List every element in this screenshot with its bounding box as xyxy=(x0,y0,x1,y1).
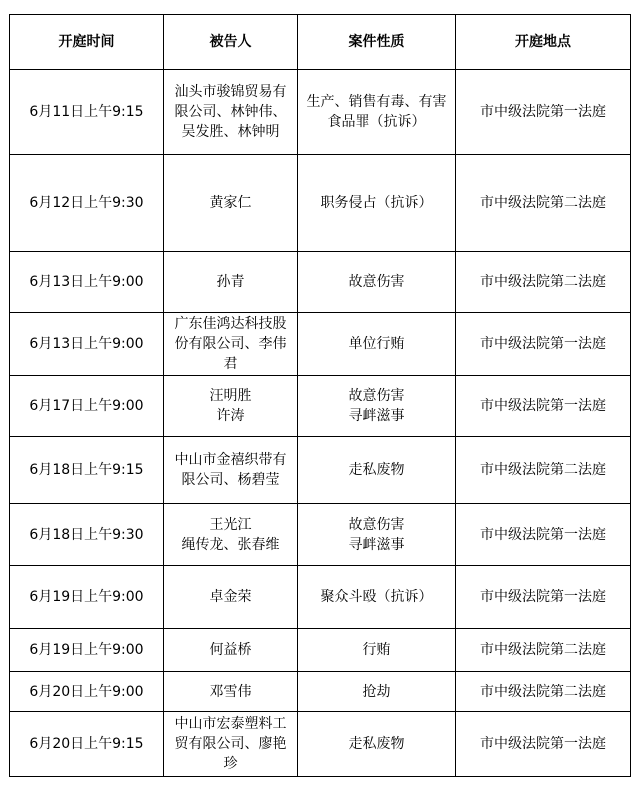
defendant-cell xyxy=(164,313,298,376)
defendant-cell xyxy=(164,712,298,777)
case-type-cell xyxy=(298,252,456,313)
time-cell-text: 6月19日上午9:00 xyxy=(29,589,144,605)
case-type-cell-text: 生产、销售有毒、有害食品罪（抗诉） xyxy=(306,94,447,130)
case-type-cell xyxy=(298,70,456,155)
court-schedule-table xyxy=(9,14,631,777)
header-case-type: 案件性质 xyxy=(298,15,456,70)
location-cell-text: 市中级法院第一法庭 xyxy=(480,104,606,120)
case-type-cell-text: 走私废物 xyxy=(348,736,405,752)
time-cell-text: 6月20日上午9:00 xyxy=(29,683,144,700)
location-cell-text: 市中级法院第一法庭 xyxy=(480,336,606,352)
time-cell xyxy=(10,437,164,504)
time-cell xyxy=(10,712,164,777)
time-cell xyxy=(10,252,164,313)
defendant-cell xyxy=(164,566,298,629)
defendant-cell xyxy=(164,629,298,672)
location-cell xyxy=(456,437,631,504)
defendant-cell xyxy=(164,504,298,566)
defendant-cell-text: 中山市宏泰塑料工贸有限公司、廖艳珍 xyxy=(174,716,287,772)
time-cell xyxy=(10,155,164,252)
case-type-cell xyxy=(298,313,456,376)
location-cell-text: 市中级法院第一法庭 xyxy=(480,589,606,605)
table-row xyxy=(10,155,631,252)
case-type-cell xyxy=(298,155,456,252)
time-cell-text: 6月17日上午9:00 xyxy=(29,398,144,414)
table-row xyxy=(10,672,631,712)
location-cell-text: 市中级法院第一法庭 xyxy=(480,736,606,752)
case-type-cell xyxy=(298,629,456,672)
defendant-cell-text: 黄家仁 xyxy=(209,195,252,211)
location-cell xyxy=(456,504,631,566)
location-cell-text: 市中级法院第二法庭 xyxy=(480,642,606,658)
defendant-cell-text: 汕头市骏锦贸易有限公司、林钟伟、吴发胜、林钟明 xyxy=(174,84,287,140)
defendant-cell-text: 汪明胜 许涛 xyxy=(209,388,252,424)
time-cell-text: 6月19日上午9:00 xyxy=(29,642,144,658)
table-row xyxy=(10,376,631,437)
table-header-row xyxy=(10,15,631,70)
location-cell-text: 市中级法院第二法庭 xyxy=(480,683,606,700)
time-cell-text: 6月18日上午9:30 xyxy=(29,526,144,543)
header-time: 开庭时间 xyxy=(10,15,164,70)
time-cell xyxy=(10,313,164,376)
table-row xyxy=(10,629,631,672)
defendant-cell xyxy=(164,70,298,155)
case-type-cell xyxy=(298,672,456,712)
table-row xyxy=(10,252,631,313)
time-cell xyxy=(10,70,164,155)
case-type-cell-text: 故意伤害 寻衅滋事 xyxy=(348,388,405,424)
case-type-cell-text: 行贿 xyxy=(362,642,391,658)
table-row xyxy=(10,70,631,155)
case-type-cell xyxy=(298,437,456,504)
location-cell xyxy=(456,672,631,712)
time-cell-text: 6月12日上午9:30 xyxy=(29,195,144,211)
location-cell-text: 市中级法院第二法庭 xyxy=(480,274,606,290)
location-cell xyxy=(456,629,631,672)
location-cell-text: 市中级法院第一法庭 xyxy=(480,398,606,414)
time-cell xyxy=(10,629,164,672)
defendant-cell-text: 卓金荣 xyxy=(209,589,252,605)
defendant-cell-text: 中山市金禧织带有限公司、杨碧莹 xyxy=(174,452,287,488)
defendant-cell-text: 孙青 xyxy=(216,274,245,290)
location-cell xyxy=(456,313,631,376)
table-row xyxy=(10,437,631,504)
time-cell xyxy=(10,376,164,437)
time-cell xyxy=(10,672,164,712)
case-type-cell-text: 单位行贿 xyxy=(348,336,405,352)
location-cell xyxy=(456,70,631,155)
time-cell-text: 6月13日上午9:00 xyxy=(29,274,144,290)
header-defendant: 被告人 xyxy=(164,15,298,70)
case-type-cell-text: 聚众斗殴（抗诉） xyxy=(320,589,433,605)
time-cell-text: 6月20日上午9:15 xyxy=(29,736,144,752)
defendant-cell xyxy=(164,376,298,437)
location-cell xyxy=(456,376,631,437)
defendant-cell-text: 广东佳鸿达科技股份有限公司、李伟君 xyxy=(174,316,287,372)
location-cell-text: 市中级法院第二法庭 xyxy=(480,195,606,211)
location-cell xyxy=(456,252,631,313)
case-type-cell xyxy=(298,712,456,777)
defendant-cell xyxy=(164,155,298,252)
case-type-cell xyxy=(298,566,456,629)
location-cell xyxy=(456,712,631,777)
location-cell xyxy=(456,566,631,629)
case-type-cell-text: 职务侵占（抗诉） xyxy=(320,195,433,211)
case-type-cell-text: 故意伤害 寻衅滋事 xyxy=(348,516,405,553)
location-cell xyxy=(456,155,631,252)
defendant-cell xyxy=(164,672,298,712)
time-cell xyxy=(10,566,164,629)
time-cell-text: 6月18日上午9:15 xyxy=(29,462,144,478)
time-cell-text: 6月13日上午9:00 xyxy=(29,336,144,352)
defendant-cell xyxy=(164,437,298,504)
case-type-cell-text: 抢劫 xyxy=(362,683,391,700)
table-row xyxy=(10,566,631,629)
defendant-cell xyxy=(164,252,298,313)
table-row xyxy=(10,712,631,777)
case-type-cell xyxy=(298,504,456,566)
table-row xyxy=(10,504,631,566)
defendant-cell-text: 邓雪伟 xyxy=(209,683,252,700)
defendant-cell-text: 王光江 绳传龙、张春维 xyxy=(181,516,280,553)
table-row xyxy=(10,313,631,376)
location-cell-text: 市中级法院第二法庭 xyxy=(480,462,606,478)
case-type-cell-text: 走私废物 xyxy=(348,462,405,478)
case-type-cell-text: 故意伤害 xyxy=(348,274,405,290)
time-cell xyxy=(10,504,164,566)
case-type-cell xyxy=(298,376,456,437)
location-cell-text: 市中级法院第一法庭 xyxy=(480,526,606,543)
defendant-cell-text: 何益桥 xyxy=(209,642,252,658)
time-cell-text: 6月11日上午9:15 xyxy=(29,104,144,120)
header-location: 开庭地点 xyxy=(456,15,631,70)
